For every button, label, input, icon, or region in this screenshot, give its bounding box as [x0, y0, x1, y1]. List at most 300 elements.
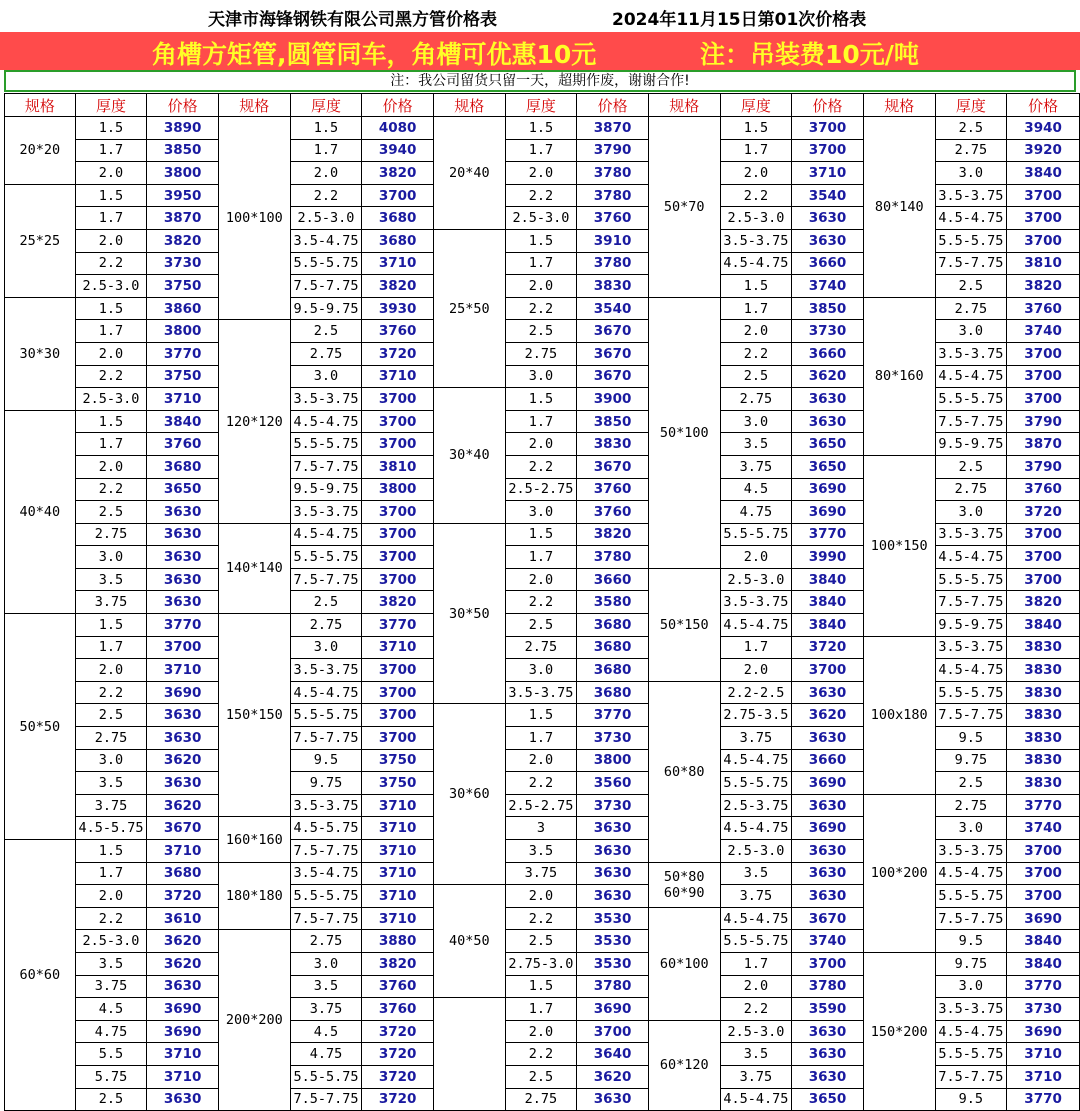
price-cell: 3700 — [1007, 388, 1080, 411]
price-cell: 3700 — [362, 388, 434, 411]
price-cell: 3700 — [1007, 885, 1080, 908]
thickness-cell: 2.5 — [505, 614, 577, 637]
price-cell: 3620 — [147, 794, 219, 817]
thickness-cell: 2.0 — [290, 162, 362, 185]
thickness-cell: 1.7 — [505, 410, 577, 433]
price-cell: 3800 — [362, 478, 434, 501]
price-cell: 3530 — [577, 952, 649, 975]
price-cell: 3710 — [362, 817, 434, 840]
price-cell: 3760 — [577, 478, 649, 501]
thickness-cell: 7.5-7.75 — [290, 275, 362, 298]
thickness-cell: 4.5 — [720, 478, 792, 501]
thickness-cell: 5.5-5.75 — [935, 885, 1007, 908]
price-cell: 3640 — [577, 1043, 649, 1066]
thickness-cell: 2.5-3.0 — [720, 1020, 792, 1043]
price-cell: 3720 — [147, 885, 219, 908]
spec-cell — [433, 998, 505, 1111]
price-cell: 3750 — [362, 749, 434, 772]
price-cell: 3630 — [792, 727, 864, 750]
thickness-cell: 1.5 — [75, 184, 147, 207]
price-cell: 3710 — [362, 885, 434, 908]
thickness-cell: 1.7 — [290, 139, 362, 162]
price-cell: 3830 — [1007, 704, 1080, 727]
price-cell: 3710 — [792, 162, 864, 185]
thickness-cell: 2.5-3.0 — [720, 568, 792, 591]
thickness-cell: 2.5-2.75 — [505, 478, 577, 501]
thickness-cell: 3.5-4.75 — [290, 862, 362, 885]
thickness-cell: 5.5-5.75 — [935, 1043, 1007, 1066]
thickness-cell: 2.0 — [720, 975, 792, 998]
price-cell: 3630 — [792, 229, 864, 252]
spec-cell: 140*140 — [218, 523, 290, 613]
price-cell: 3760 — [147, 433, 219, 456]
spec-cell: 20*40 — [433, 117, 505, 230]
thickness-cell: 1.5 — [75, 117, 147, 140]
thickness-cell: 2.2 — [75, 252, 147, 275]
spec-cell: 30*40 — [433, 388, 505, 524]
price-cell: 3670 — [577, 365, 649, 388]
thickness-cell: 2.5-3.0 — [720, 840, 792, 863]
thickness-cell: 9.5 — [935, 727, 1007, 750]
thickness-cell: 2.5 — [75, 501, 147, 524]
thickness-cell: 2.0 — [75, 162, 147, 185]
thickness-cell: 2.5-3.0 — [720, 207, 792, 230]
thickness-cell: 1.7 — [720, 297, 792, 320]
thickness-cell: 7.5-7.75 — [290, 727, 362, 750]
thickness-cell: 3.5 — [505, 840, 577, 863]
thickness-cell: 3.5-3.75 — [720, 229, 792, 252]
price-cell: 3700 — [1007, 184, 1080, 207]
price-cell: 3710 — [147, 840, 219, 863]
thickness-cell: 1.7 — [75, 139, 147, 162]
price-cell: 3870 — [1007, 433, 1080, 456]
price-cell: 3780 — [792, 975, 864, 998]
thickness-cell: 2.5-2.75 — [505, 794, 577, 817]
price-cell: 3690 — [792, 501, 864, 524]
promo-text: 角槽方矩管,圆管同车，角槽可优惠10元 — [152, 40, 597, 69]
price-cell: 3840 — [1007, 162, 1080, 185]
price-cell: 3560 — [577, 772, 649, 795]
thickness-cell: 2.0 — [505, 749, 577, 772]
thickness-cell: 2.5-3.0 — [75, 275, 147, 298]
price-cell: 3720 — [362, 342, 434, 365]
table-row — [5, 297, 1080, 320]
thickness-cell: 2.0 — [505, 433, 577, 456]
price-cell: 3760 — [362, 998, 434, 1021]
thickness-cell: 5.5-5.75 — [290, 546, 362, 569]
price-cell: 3840 — [792, 568, 864, 591]
table-row — [5, 455, 1080, 478]
thickness-cell: 2.75 — [935, 297, 1007, 320]
thickness-cell: 7.5-7.75 — [935, 410, 1007, 433]
price-cell: 3530 — [577, 907, 649, 930]
price-cell: 3630 — [577, 840, 649, 863]
price-cell: 3850 — [147, 139, 219, 162]
thickness-cell: 4.5-4.75 — [290, 523, 362, 546]
spec-cell: 100*100 — [218, 117, 290, 320]
price-cell: 3740 — [792, 930, 864, 953]
price-cell: 3660 — [792, 252, 864, 275]
thickness-cell: 5.5-5.75 — [290, 433, 362, 456]
price-cell: 3680 — [362, 207, 434, 230]
price-cell: 3680 — [577, 614, 649, 637]
thickness-cell: 3.0 — [505, 659, 577, 682]
price-cell: 3700 — [362, 523, 434, 546]
table-row — [5, 952, 1080, 975]
thickness-cell: 5.5-5.75 — [290, 252, 362, 275]
thickness-cell: 3.75 — [75, 975, 147, 998]
price-cell: 3770 — [362, 614, 434, 637]
thickness-cell: 2.5-3.0 — [75, 388, 147, 411]
thickness-cell: 3 — [505, 817, 577, 840]
thickness-cell: 7.5-7.75 — [290, 840, 362, 863]
column-header: 厚度 — [935, 94, 1007, 117]
price-cell: 3830 — [577, 275, 649, 298]
thickness-cell: 2.2 — [75, 365, 147, 388]
spec-cell: 40*40 — [5, 410, 76, 613]
thickness-cell: 2.0 — [75, 229, 147, 252]
price-cell: 3650 — [147, 478, 219, 501]
thickness-cell: 3.0 — [935, 817, 1007, 840]
thickness-cell: 4.5-4.75 — [935, 365, 1007, 388]
table-row — [5, 794, 1080, 817]
spec-cell: 160*160 — [218, 817, 290, 862]
price-cell: 3720 — [362, 1065, 434, 1088]
price-cell: 3840 — [147, 410, 219, 433]
thickness-cell: 3.5 — [720, 862, 792, 885]
column-header: 价格 — [577, 94, 649, 117]
thickness-cell: 4.5-4.75 — [290, 681, 362, 704]
thickness-cell: 1.5 — [505, 704, 577, 727]
spec-cell: 60*100 — [648, 907, 720, 1020]
spec-cell: 60*60 — [5, 840, 76, 1111]
thickness-cell: 2.0 — [720, 320, 792, 343]
thickness-cell: 9.5-9.75 — [290, 478, 362, 501]
thickness-cell: 4.5 — [290, 1020, 362, 1043]
price-cell: 3760 — [362, 320, 434, 343]
thickness-cell: 3.5 — [720, 1043, 792, 1066]
thickness-cell: 4.75 — [720, 501, 792, 524]
thickness-cell: 7.5-7.75 — [935, 907, 1007, 930]
column-header: 规格 — [218, 94, 290, 117]
price-cell: 3770 — [147, 342, 219, 365]
price-cell: 3700 — [362, 410, 434, 433]
thickness-cell: 4.5-4.75 — [720, 252, 792, 275]
price-cell: 3870 — [577, 117, 649, 140]
thickness-cell: 3.0 — [720, 410, 792, 433]
thickness-cell: 3.0 — [935, 162, 1007, 185]
thickness-cell: 9.5 — [935, 930, 1007, 953]
thickness-cell: 2.5 — [935, 275, 1007, 298]
thickness-cell: 2.75 — [290, 614, 362, 637]
price-cell: 3630 — [147, 501, 219, 524]
price-cell: 3690 — [792, 817, 864, 840]
price-cell: 3830 — [1007, 772, 1080, 795]
thickness-cell: 2.2 — [720, 184, 792, 207]
price-cell: 3830 — [1007, 749, 1080, 772]
price-cell: 3700 — [1007, 840, 1080, 863]
thickness-cell: 3.5 — [75, 568, 147, 591]
price-cell: 3840 — [1007, 952, 1080, 975]
column-header: 规格 — [433, 94, 505, 117]
thickness-cell: 3.75 — [720, 1065, 792, 1088]
thickness-cell: 3.5-3.75 — [720, 591, 792, 614]
thickness-cell: 3.75 — [75, 794, 147, 817]
price-cell: 3710 — [362, 252, 434, 275]
thickness-cell: 3.0 — [75, 749, 147, 772]
thickness-cell: 1.7 — [505, 252, 577, 275]
thickness-cell: 1.7 — [75, 320, 147, 343]
price-cell: 3700 — [1007, 342, 1080, 365]
thickness-cell: 9.75 — [935, 952, 1007, 975]
price-cell: 3580 — [577, 591, 649, 614]
price-cell: 3720 — [362, 1043, 434, 1066]
price-cell: 3760 — [362, 975, 434, 998]
thickness-cell: 1.5 — [75, 614, 147, 637]
thickness-cell: 1.5 — [720, 117, 792, 140]
price-cell: 3540 — [577, 297, 649, 320]
price-cell: 3850 — [577, 410, 649, 433]
thickness-cell: 2.5 — [290, 320, 362, 343]
price-cell: 3680 — [147, 862, 219, 885]
price-cell: 3630 — [792, 862, 864, 885]
column-header: 厚度 — [720, 94, 792, 117]
thickness-cell: 3.5-3.75 — [935, 636, 1007, 659]
thickness-cell: 5.5-5.75 — [290, 1065, 362, 1088]
price-cell: 3670 — [577, 455, 649, 478]
price-cell: 3700 — [1007, 229, 1080, 252]
price-cell: 3700 — [577, 1020, 649, 1043]
thickness-cell: 2.0 — [75, 342, 147, 365]
price-cell: 3920 — [1007, 139, 1080, 162]
price-cell: 3630 — [577, 817, 649, 840]
price-cell: 3770 — [1007, 1088, 1080, 1111]
price-cell: 3630 — [792, 1043, 864, 1066]
spec-cell: 180*180 — [218, 862, 290, 930]
thickness-cell: 3.0 — [290, 952, 362, 975]
price-cell: 3820 — [362, 952, 434, 975]
price-cell: 3710 — [362, 907, 434, 930]
price-cell: 3630 — [147, 1088, 219, 1111]
price-cell: 3700 — [1007, 207, 1080, 230]
thickness-cell: 7.5-7.75 — [290, 1088, 362, 1111]
thickness-cell: 2.2 — [75, 907, 147, 930]
price-cell: 3930 — [362, 297, 434, 320]
price-cell: 3610 — [147, 907, 219, 930]
thickness-cell: 2.5 — [75, 704, 147, 727]
price-cell: 3630 — [147, 591, 219, 614]
price-cell: 3830 — [1007, 727, 1080, 750]
price-cell: 3730 — [577, 727, 649, 750]
thickness-cell: 1.7 — [505, 139, 577, 162]
thickness-cell: 2.5 — [505, 320, 577, 343]
price-cell: 3710 — [362, 862, 434, 885]
price-cell: 3630 — [147, 704, 219, 727]
thickness-cell: 7.5-7.75 — [935, 252, 1007, 275]
thickness-cell: 3.5 — [75, 772, 147, 795]
price-cell: 3900 — [577, 388, 649, 411]
price-cell: 3630 — [792, 1020, 864, 1043]
thickness-cell: 3.0 — [505, 501, 577, 524]
thickness-cell: 2.2 — [505, 184, 577, 207]
price-cell: 3790 — [1007, 410, 1080, 433]
thickness-cell: 3.5-3.75 — [935, 523, 1007, 546]
price-table-container — [4, 93, 1080, 1111]
thickness-cell: 3.75 — [720, 885, 792, 908]
spec-cell: 100x180 — [863, 636, 935, 794]
price-cell: 3810 — [1007, 252, 1080, 275]
price-cell: 3700 — [362, 704, 434, 727]
thickness-cell: 9.5 — [935, 1088, 1007, 1111]
thickness-cell: 9.5-9.75 — [935, 614, 1007, 637]
price-cell: 3890 — [147, 117, 219, 140]
price-cell: 3630 — [577, 1088, 649, 1111]
price-cell: 3700 — [1007, 568, 1080, 591]
thickness-cell: 2.2 — [75, 478, 147, 501]
price-cell: 3700 — [1007, 546, 1080, 569]
price-cell: 3660 — [792, 342, 864, 365]
thickness-cell: 2.0 — [720, 659, 792, 682]
thickness-cell: 2.5 — [935, 117, 1007, 140]
price-cell: 3660 — [577, 568, 649, 591]
thickness-cell: 3.75 — [720, 455, 792, 478]
price-cell: 3620 — [147, 749, 219, 772]
spec-cell: 80*140 — [863, 117, 935, 298]
thickness-cell: 2.75 — [290, 342, 362, 365]
price-date-title: 2024年11月15日第01次价格表 — [612, 10, 867, 30]
price-cell: 3630 — [147, 546, 219, 569]
thickness-cell: 3.5-3.75 — [935, 998, 1007, 1021]
price-cell: 3720 — [792, 636, 864, 659]
thickness-cell: 2.2 — [75, 681, 147, 704]
thickness-cell: 3.5 — [290, 975, 362, 998]
reservation-note: 注：我公司留货只留一天，超期作废，谢谢合作! — [4, 70, 1076, 92]
price-cell: 3940 — [362, 139, 434, 162]
price-cell: 3780 — [577, 975, 649, 998]
thickness-cell: 9.5-9.75 — [290, 297, 362, 320]
thickness-cell: 2.5-3.0 — [290, 207, 362, 230]
price-cell: 3820 — [362, 275, 434, 298]
price-cell: 3820 — [1007, 275, 1080, 298]
thickness-cell: 9.75 — [935, 749, 1007, 772]
thickness-cell: 1.5 — [505, 975, 577, 998]
price-cell: 3710 — [362, 794, 434, 817]
thickness-cell: 4.5-4.75 — [720, 1088, 792, 1111]
thickness-cell: 2.75 — [935, 794, 1007, 817]
price-cell: 3750 — [147, 365, 219, 388]
column-header: 价格 — [792, 94, 864, 117]
price-cell: 3880 — [362, 930, 434, 953]
thickness-cell: 2.75 — [290, 930, 362, 953]
price-cell: 3590 — [792, 998, 864, 1021]
price-cell: 3710 — [1007, 1065, 1080, 1088]
thickness-cell: 3.5-3.75 — [290, 501, 362, 524]
price-cell: 3700 — [792, 117, 864, 140]
thickness-cell: 1.7 — [75, 862, 147, 885]
thickness-cell: 2.2 — [505, 1043, 577, 1066]
price-table — [4, 93, 1080, 1111]
thickness-cell: 2.2 — [290, 184, 362, 207]
thickness-cell: 1.5 — [720, 275, 792, 298]
thickness-cell: 2.75 — [505, 1088, 577, 1111]
thickness-cell: 2.2 — [505, 907, 577, 930]
thickness-cell: 2.75 — [720, 388, 792, 411]
price-cell: 3700 — [1007, 862, 1080, 885]
thickness-cell: 2.2 — [720, 998, 792, 1021]
price-cell: 3780 — [577, 252, 649, 275]
thickness-cell: 1.7 — [75, 433, 147, 456]
thickness-cell: 4.5-4.75 — [935, 1020, 1007, 1043]
price-cell: 3810 — [362, 455, 434, 478]
spec-cell: 30*60 — [433, 704, 505, 885]
price-cell: 3630 — [792, 207, 864, 230]
thickness-cell: 3.0 — [75, 546, 147, 569]
price-cell: 3830 — [1007, 681, 1080, 704]
thickness-cell: 5.5-5.75 — [720, 523, 792, 546]
thickness-cell: 7.5-7.75 — [290, 455, 362, 478]
spec-cell: 50*100 — [648, 297, 720, 568]
table-row — [5, 117, 1080, 140]
price-cell: 3770 — [792, 523, 864, 546]
thickness-cell: 1.5 — [505, 229, 577, 252]
price-cell: 3700 — [792, 952, 864, 975]
thickness-cell: 5.5-5.75 — [935, 568, 1007, 591]
price-cell: 3740 — [1007, 320, 1080, 343]
price-cell: 3700 — [362, 184, 434, 207]
spec-cell: 20*20 — [5, 117, 76, 185]
title-bar — [0, 0, 1080, 33]
thickness-cell: 5.5-5.75 — [935, 229, 1007, 252]
price-cell: 3650 — [792, 1088, 864, 1111]
price-cell: 3700 — [362, 433, 434, 456]
price-cell: 3710 — [147, 388, 219, 411]
price-cell: 3630 — [792, 794, 864, 817]
thickness-cell: 3.75 — [505, 862, 577, 885]
thickness-cell: 4.75 — [75, 1020, 147, 1043]
thickness-cell: 4.5-4.75 — [290, 410, 362, 433]
thickness-cell: 2.0 — [505, 885, 577, 908]
thickness-cell: 2.5 — [935, 455, 1007, 478]
price-cell: 3820 — [147, 229, 219, 252]
thickness-cell: 7.5-7.75 — [290, 568, 362, 591]
price-cell: 3670 — [577, 320, 649, 343]
thickness-cell: 5.5-5.75 — [720, 930, 792, 953]
price-cell: 3630 — [792, 1065, 864, 1088]
price-cell: 3760 — [577, 207, 649, 230]
price-cell: 3530 — [577, 930, 649, 953]
price-cell: 3790 — [1007, 455, 1080, 478]
price-cell: 3630 — [792, 410, 864, 433]
spec-cell: 150*200 — [863, 952, 935, 1110]
thickness-cell: 3.5 — [75, 952, 147, 975]
thickness-cell: 2.0 — [505, 275, 577, 298]
price-cell: 3710 — [362, 636, 434, 659]
thickness-cell: 5.5-5.75 — [290, 704, 362, 727]
header-row — [5, 94, 1080, 117]
thickness-cell: 3.0 — [935, 320, 1007, 343]
price-cell: 3680 — [577, 636, 649, 659]
thickness-cell: 3.5-3.75 — [935, 184, 1007, 207]
table-row — [5, 636, 1080, 659]
thickness-cell: 1.5 — [505, 117, 577, 140]
thickness-cell: 2.5-3.0 — [75, 930, 147, 953]
thickness-cell: 2.2 — [720, 342, 792, 365]
thickness-cell: 1.7 — [75, 207, 147, 230]
price-cell: 3690 — [147, 998, 219, 1021]
price-cell: 3690 — [147, 1020, 219, 1043]
column-header: 厚度 — [505, 94, 577, 117]
thickness-cell: 3.0 — [290, 636, 362, 659]
